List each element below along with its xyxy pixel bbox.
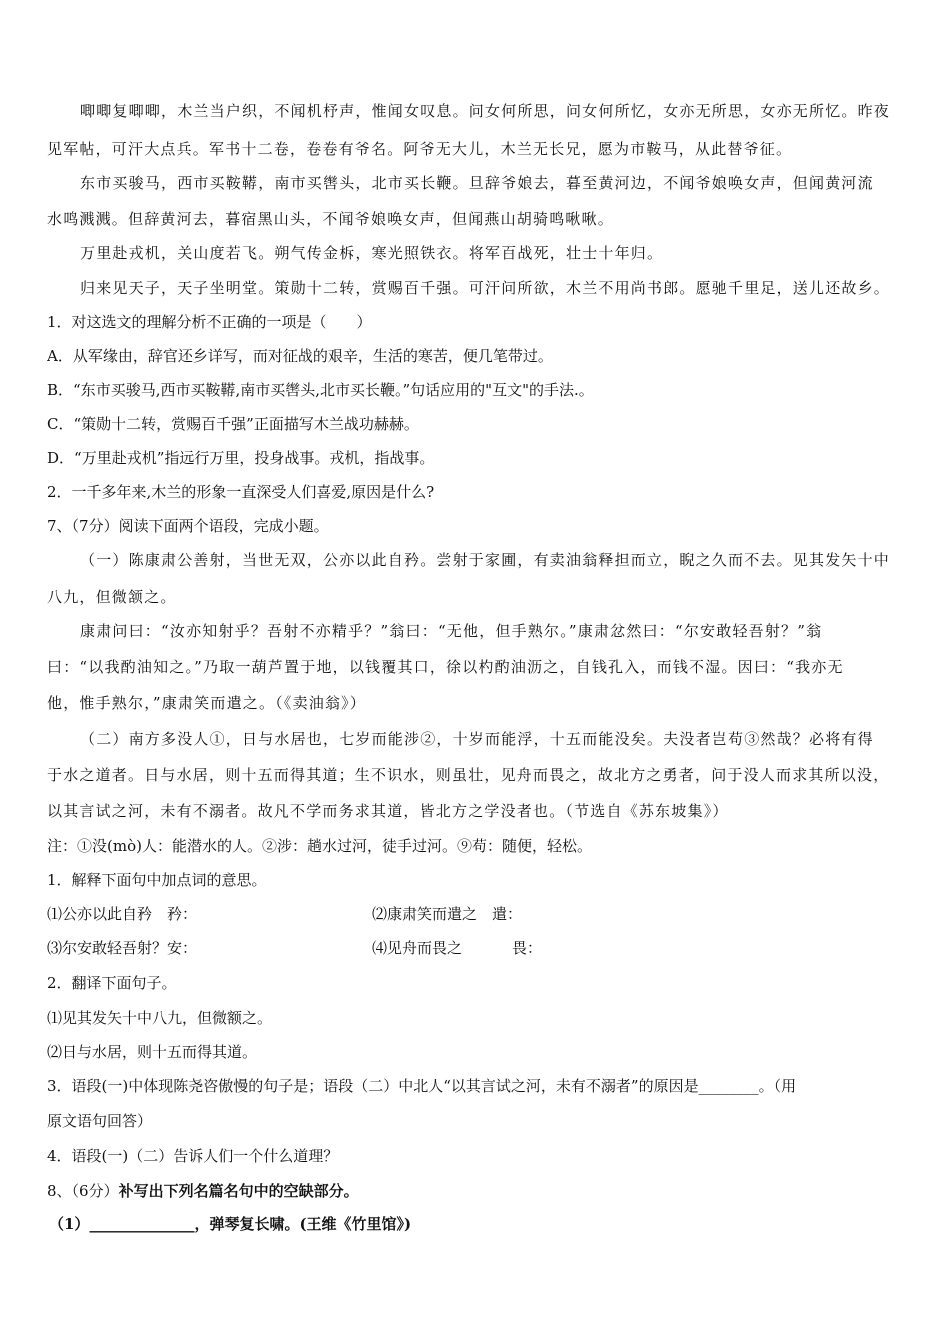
word-item: ⑴公亦以此自矜 矜：: [47, 905, 198, 923]
passage-line: 曰：“以我酌油知之。”乃取一葫芦置于地，以钱覆其口，徐以杓酌油沥之，自钱孔入，而钱不湿。因曰：“我亦无: [47, 658, 844, 676]
option-a: A．从军缘由，辞官还乡详写，而对征战的艰辛，生活的寒苦，便几笔带过。: [47, 347, 553, 365]
item-number: （1）: [49, 1215, 90, 1233]
question-6-1: 1．对这选文的理解分析不正确的一项是（ ）: [47, 313, 372, 331]
word-item: ⑶尔安敢轻吾射？安：: [47, 939, 198, 957]
translate-item: ⑵日与水居，则十五而得其道。: [47, 1043, 258, 1061]
passage-line: 康肃问曰：“汝亦知射乎？吾射不亦精乎？”翁曰：“无他，但手熟尔。”康肃忿然曰：“尔安敢轻吾射？”翁: [80, 622, 823, 640]
passage-line: 于水之道者。日与水居，则十五而得其道；生不识水，则虽壮，见舟而畏之，故北方之勇者，问于没人而求其所以没，: [47, 766, 890, 784]
passage-line: （二）南方多没人①，日与水居也，七岁而能涉②，十岁而能浮，十五而能没矣。夫没者岂苟③然哉？必将有得: [80, 730, 874, 748]
question-8-number: 8、（6分）: [47, 1182, 119, 1200]
word-item-answer-label: 畏：: [512, 939, 543, 957]
option-d: D．“万里赴戎机”指远行万里，投身战事。戎机，指战事。: [47, 449, 435, 467]
fill-blank-item: [49, 1213, 909, 1235]
word-item: ⑷见舟而畏之: [372, 939, 463, 957]
answer-blank: ______________: [89, 1215, 195, 1233]
translate-item: ⑴见其发矢十中八九，但微额之。: [47, 1009, 273, 1027]
question-7-1: 1．解释下面句中加点词的意思。: [47, 871, 267, 889]
question-7-4: 4．语段(一)（二）告诉人们一个什么道理？: [47, 1147, 339, 1165]
passage-line: 八九，但微颔之。: [47, 588, 177, 606]
question-8-heading: [47, 1180, 907, 1202]
poem-line: 东市买骏马，西市买鞍鞯，南市买辔头，北市买长鞭。旦辞爷娘去，暮至黄河边，不闻爷娘唤女声，但闻黄河流: [80, 174, 874, 192]
poem-line: 唧唧复唧唧，木兰当户织，不闻机杼声，惟闻女叹息。问女何所思，问女何所忆，女亦无所思，女亦无所忆。昨夜: [80, 102, 891, 120]
option-c: C．“策勋十二转，赏赐百千强”正面描写木兰战功赫赫。: [47, 415, 419, 433]
question-7-3: 3．语段(一)中体现陈尧咨傲慢的句子是；语段（二）中北人“以其言试之河，未有不溺者”的原因是________。（用: [47, 1077, 797, 1095]
word-item: ⑵康肃笑而遣之 遣：: [372, 905, 523, 923]
passage-line: 以其言试之河，未有不溺者。故凡不学而务求其道，皆北方之学没者也。（节选自《苏东坡集》）: [47, 802, 729, 820]
poem-line: 归来见天子，天子坐明堂。策勋十二转，赏赐百千强。可汗问所欲，木兰不用尚书郎。愿驰千里足，送儿还故乡。: [80, 279, 891, 297]
question-8-instruction: 补写出下列名篇名句中的空缺部分。: [118, 1182, 359, 1200]
item-text: ，弹琴复长啸。(王维《竹里馆》): [194, 1215, 412, 1233]
word-item-row: [47, 903, 907, 925]
word-item-row: [47, 937, 907, 959]
poem-line: 见军帖，可汗大点兵。军书十二卷，卷卷有爷名。阿爷无大儿，木兰无长兄，愿为市鞍马，从此替爷征。: [47, 140, 793, 158]
option-b: B．“东市买骏马,西市买鞍鞯,南市买辔头,北市买长鞭。”句话应用的"互文"的手法.。: [47, 381, 594, 399]
question-7-3-cont: 原文语句回答）: [47, 1112, 153, 1130]
passage-line: （一）陈康肃公善射，当世无双，公亦以此自矜。尝射于家圃，有卖油翁释担而立，睨之久而不去。见其发矢十中: [80, 551, 891, 569]
question-7-heading: 7、（7分）阅读下面两个语段，完成小题。: [47, 517, 329, 535]
annotation-note: 注：①没(mò)人：能潜水的人。②涉：趟水过河，徒手过河。⑨苟：随便，轻松。: [47, 837, 592, 855]
passage-line: 他，惟手熟尔，”康肃笑而遣之。（《卖油翁》）: [47, 694, 367, 712]
question-6-2: 2．一千多年来,木兰的形象一直深受人们喜爱,原因是什么?: [47, 483, 435, 501]
poem-line: 万里赴戎机，关山度若飞。朔气传金柝，寒光照铁衣。将军百战死，壮士十年归。: [80, 244, 664, 262]
poem-line: 水鸣溅溅。但辞黄河去，暮宿黑山头，不闻爷娘唤女声，但闻燕山胡骑鸣啾啾。: [47, 210, 615, 228]
question-7-2: 2．翻译下面句子。: [47, 974, 177, 992]
